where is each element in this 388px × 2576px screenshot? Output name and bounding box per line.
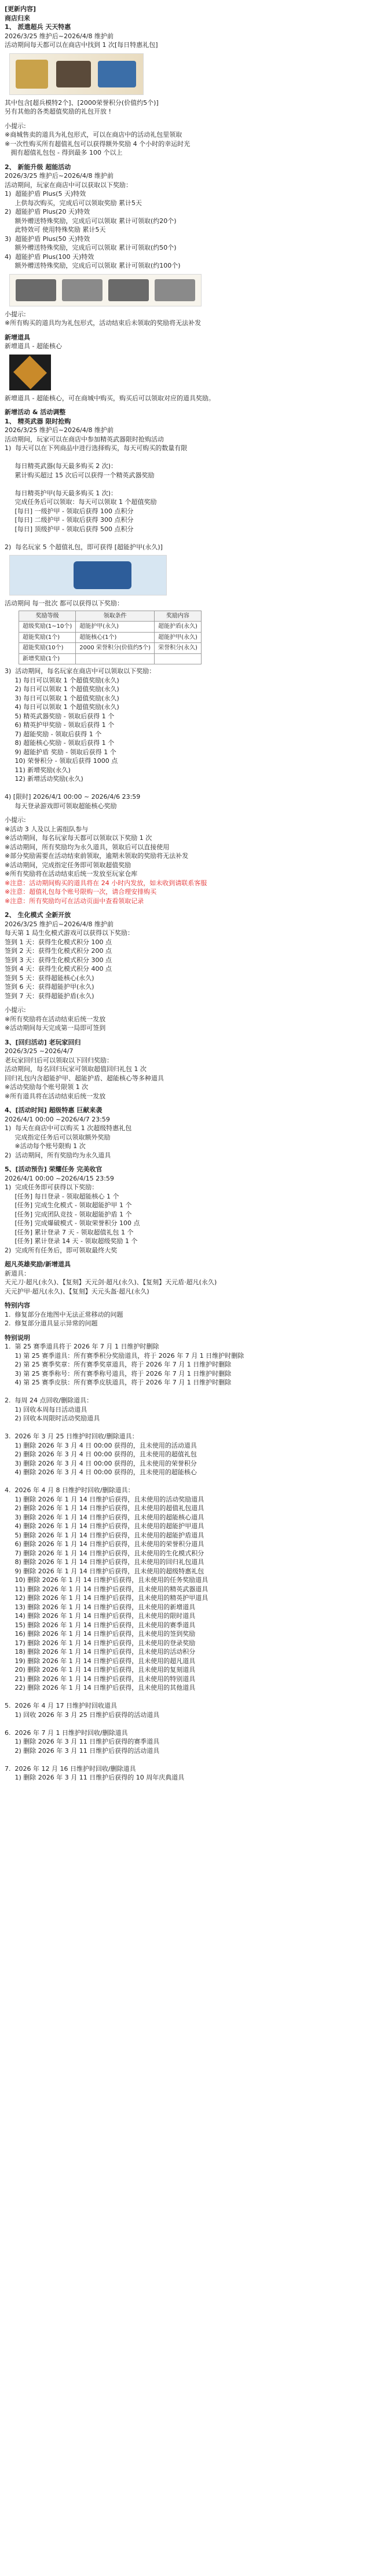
text-line: 额外赠送特殊奖励，完成后可以领取 累计可领取(约100个) [5, 262, 181, 269]
text-line: 3) 活动期间，每名玩家在商店中可以领取以下奖励： [5, 667, 156, 675]
text-line: [每日] 顶级护甲 - 领取后获得 500 点积分 [5, 525, 134, 533]
text-line: 每日精英武器(每天最多购买 2 次)： [5, 462, 118, 470]
text-line: ※活动期间，所有奖励均为永久道具，领取后可以直接使用 [5, 843, 170, 851]
text-line: 老玩家回归后可以领取以下回归奖励： [5, 1056, 113, 1064]
event-item2-after [5, 1006, 383, 1033]
text-line: ※商城售卖的道具为礼包形式，可以在商店中的活动礼包里领取 [5, 131, 182, 138]
text-line: 此特效可 使用特殊奖励 累计5天 [5, 226, 106, 233]
text-line: 1) 删除 2026 年 3 月 11 日维护后获得的赛季道具 [5, 1738, 160, 1745]
text-line: 12) 删除 2026 年 1 月 14 日维护后获得，且未使用的精英护甲道具 [5, 1594, 208, 1602]
text-line: 签到 1 天：获得生化模式积分 100 点 [5, 938, 112, 946]
text-line: 18) 删除 2026 年 1 月 14 日维护后获得，且未使用的活动积分 [5, 1648, 196, 1656]
text-line: 天元刀·超凡(永久)、【复刻】天元剑·超凡(永久)、【复刻】天元盾·超凡(永久) [5, 1278, 217, 1286]
text-line: 19) 删除 2026 年 1 月 14 日维护后获得，且未使用的超凡道具 [5, 1657, 196, 1665]
new-items-desc2: 新增道具 - 超能核心，可在商城中购买，购买后可以领取对应的道具奖励。 [5, 394, 215, 402]
event-item5-lines [5, 1174, 383, 1255]
text-line: 2026/3/25 维护后~2026/4/8 维护前 [5, 920, 114, 928]
weapon-icon [56, 61, 91, 87]
notice-title: 特别内容 [5, 1302, 30, 1309]
text-line: ※部分奖励需要在活动结束前领取，逾期未领取的奖励将无法补发 [5, 852, 189, 860]
text-line: 签到 6 天：获得超能护甲(永久) [5, 983, 94, 991]
table-row [19, 632, 202, 643]
text-line: 活动期间，玩家在商店中可以获取以下奖励： [5, 181, 132, 189]
text-line: 完成任务后可以领取：每天可以领取 1 个超值奖励 [5, 498, 157, 506]
text-line: 签到 5 天：获得超能核心(永久) [5, 974, 94, 982]
event-tips [5, 816, 383, 879]
text-line: 4. 2026 年 4 月 8 日维护时回收/删除道具： [5, 1486, 134, 1494]
shop-item1-after [5, 98, 383, 116]
text-line: 1. 修复部分在地图中无法正常移动的问题 [5, 1310, 123, 1318]
text-line: 1) 每天在商店中可以购买 1 次超级特惠礼包 [5, 1124, 132, 1132]
text-line: 额外赠送特殊奖励，完成后可以领取 累计可领取(约20个) [5, 217, 177, 225]
text-line: 3) 删除 2026 年 1 月 14 日维护后获得，且未使用的超能核心道具 [5, 1513, 204, 1521]
text-line: 6) 删除 2026 年 1 月 14 日维护后获得，且未使用的荣誉积分道具 [5, 1540, 204, 1548]
text-line: 1) 每日可以领取 1 个超值奖励(永久) [5, 676, 119, 684]
table-cell: 超级奖励(1~10个) [19, 622, 76, 633]
table-row [19, 653, 202, 664]
text-line: 4) 每日可以领取 1 个超值奖励(永久) [5, 703, 119, 711]
text-line: 7) 超能奖励 - 领取后获得 1 个 [5, 730, 102, 738]
text-line: ※活动奖励每个账号限领 1 次 [5, 1083, 89, 1091]
armor-case-icon [74, 561, 131, 589]
text-line [5, 453, 383, 462]
text-line: ※活动期间每天完成第一局即可签到 [5, 1024, 106, 1032]
text-line: 2) 每日可以领取 1 个超值奖励(永久) [5, 685, 119, 693]
text-line: 每天第 1 局生化模式游戏可以获得以下奖励： [5, 929, 134, 937]
text-line: 2) 第 25 赛季奖章：所有赛季奖章道具，将于 2026 年 7 月 1 日维护时删除 [5, 1361, 232, 1368]
text-line: [任务] 累计登录 14 天 - 领取超级奖励 1 个 [5, 1237, 138, 1245]
text-line: 2) 超能护盾 Plus(20 天)特效 [5, 208, 90, 215]
text-line: 1) 完成任务即可获得以下奖励： [5, 1183, 98, 1191]
text-line: 7) 删除 2026 年 1 月 14 日维护后获得，且未使用的生化模式积分 [5, 1549, 204, 1557]
text-line [5, 1477, 383, 1486]
text-line: 22) 删除 2026 年 1 月 14 日维护后获得，且未使用的其他道具 [5, 1684, 196, 1691]
text-line: 2) 回收本周限时活动奖励道具 [5, 1415, 100, 1422]
online-lines [5, 1269, 383, 1296]
shop-item1-title: 1、 派遣超兵 天天特惠 [5, 23, 71, 31]
text-line [5, 1693, 383, 1702]
shop-item2-title: 2、 新能升级 超能活动 [5, 163, 71, 171]
text-line: 6) 精英护甲奖励 - 领取后获得 1 个 [5, 721, 115, 729]
text-line: 2) 每名玩家 5 个超值礼包，即可获得 [超能护甲(永久)] [5, 543, 163, 551]
shop-notes [5, 130, 383, 158]
text-line: ※注意：活动期间购买的道具将在 24 小时内发放，如未收到请联系客服 [5, 879, 207, 887]
text-line: 12) 新增活动奖励(永久) [5, 775, 83, 783]
text-line: 签到 4 天：获得生化模式积分 400 点 [5, 965, 112, 973]
text-line: 新道具： [5, 1269, 30, 1277]
text-line: 活动期间每天都可以在商店中找到 1 次[每日特惠礼包] [5, 41, 158, 49]
online-title: 超凡英雄奖励/新增道具 [5, 1260, 71, 1268]
text-line: 13) 删除 2026 年 1 月 14 日维护后获得，且未使用的新增道具 [5, 1603, 196, 1611]
text-line: 1) 删除 2026 年 3 月 11 日维护后获得的 10 周年庆典道具 [5, 1774, 185, 1781]
event-item1-lines [5, 426, 383, 551]
text-line: 1) 删除 2026 年 3 月 4 日 00:00 获得的，且未使用的活动道具 [5, 1441, 197, 1449]
text-line: 签到 3 天：获得生化模式积分 300 点 [5, 956, 112, 964]
text-line: 10) 荣誉积分 - 领取后获得 1000 点 [5, 757, 118, 765]
event-table-caption: 活动期间 每一批次 都可以获得以下奖励： [5, 600, 123, 607]
removal-title: 特别说明 [5, 1333, 30, 1342]
gift-pack-banner-image [9, 53, 144, 95]
reward-table [19, 611, 202, 665]
text-line: 20) 删除 2026 年 1 月 14 日维护后获得，且未使用的复刻道具 [5, 1666, 196, 1674]
shop-item2-lines [5, 171, 383, 271]
text-line: 1) 第 25 赛季道具：所有赛季积分奖励道具，将于 2026 年 7 月 1 日维护时删除 [5, 1351, 244, 1360]
text-line: 11) 新增奖励(永久) [5, 766, 71, 774]
text-line: 签到 7 天：获得超能护盾(永久) [5, 992, 94, 1000]
text-line: 另有其他的各类超值奖励的礼包开放 ! [5, 108, 111, 115]
text-line: ※活动期间，完成指定任务即可领取超值奖励 [5, 861, 131, 869]
event-item1-after [5, 667, 383, 810]
text-line: 4) [限时] 2026/4/1 00:00 ~ 2026/4/6 23:59 [5, 793, 141, 801]
text-line: 7. 2026 年 12 月 16 日维护时回收/删除道具 [5, 1764, 136, 1773]
table-cell: 超能核心(1个) [76, 632, 155, 643]
table-cell: 荣誉积分(永久) [155, 643, 202, 654]
text-line: 2. 修复部分道具显示异常的问题 [5, 1320, 98, 1327]
text-line: 2026/3/25 维护后~2026/4/8 维护前 [5, 32, 114, 40]
text-line: 3) 每日可以领取 1 个超值奖励(永久) [5, 694, 119, 702]
text-line: 8) 删除 2026 年 1 月 14 日维护后获得，且未使用的回归礼包道具 [5, 1558, 204, 1566]
text-line: 完成指定任务后可以领取额外奖励 [5, 1133, 111, 1141]
text-line: ※活动每个账号限购 1 次 [5, 1142, 86, 1150]
shield-icon [155, 279, 195, 301]
shield-icon [16, 279, 56, 301]
text-line: [任务] 完成爆破模式 - 领取荣誉积分 100 点 [5, 1219, 140, 1227]
event-item3-title: 3、[回归活动] 老玩家回归 [5, 1038, 81, 1046]
text-line: ※所有奖励将在活动结束后统一发放至玩家仓库 [5, 870, 138, 878]
table-cell: 超能奖励(1个) [19, 632, 76, 643]
event-item5-title: 5、[活动预告] 荣耀任务 完美收官 [5, 1165, 103, 1173]
text-line: 小提示: [5, 1006, 26, 1014]
text-line: 2) 完成所有任务后，即可领取最终大奖 [5, 1246, 118, 1254]
text-line: [每日] 一级护甲 - 领取后获得 100 点积分 [5, 507, 134, 515]
text-line [5, 1755, 383, 1764]
text-line: 2026/4/1 00:00 ~2026/4/15 23:59 [5, 1174, 114, 1182]
text-line: [任务] 累计登录 7 天 - 领取超值礼包 1 个 [5, 1228, 134, 1236]
text-line: 14) 删除 2026 年 1 月 14 日维护后获得，且未使用的限时道具 [5, 1612, 196, 1620]
table-cell: 2000 荣誉积分(价值约5个) [76, 643, 155, 654]
table-header-cell: 奖励内容 [155, 611, 202, 622]
text-line: 21) 删除 2026 年 1 月 14 日维护后获得，且未使用的特别道具 [5, 1675, 196, 1683]
text-line: [每日] 二级护甲 - 领取后获得 300 点积分 [5, 516, 134, 524]
text-line: 8) 超能核心奖励 - 领取后获得 1 个 [5, 739, 115, 747]
shop-item1-lines [5, 32, 383, 50]
text-line: [任务] 完成团队竞技 - 领取超能护盾 1 个 [5, 1210, 132, 1218]
text-line: 3) 超能护盾 Plus(50 天)特效 [5, 235, 90, 243]
text-line [5, 1387, 383, 1397]
text-line: 3) 删除 2026 年 3 月 4 日 00:00 获得的，且未使用的荣誉积分 [5, 1459, 197, 1467]
event-warnings [5, 879, 383, 906]
text-line: 6. 2026 年 7 月 1 日维护时回收/删除道具 [5, 1729, 128, 1737]
text-line: 1) 每天可以在下列商品中进行选择购买，每天可购买的数量有限 [5, 444, 188, 452]
shield-bundle-image [9, 274, 202, 306]
text-line: 每天登录游戏即可领取超能核心奖励 [5, 802, 117, 810]
notice-lines [5, 1310, 383, 1328]
table-cell [76, 653, 155, 664]
text-line: 5) 删除 2026 年 1 月 14 日维护后获得，且未使用的超能护盾道具 [5, 1531, 204, 1539]
table-cell: 超能护甲(永久) [155, 632, 202, 643]
text-line: 拥有超值礼包包 - 得到最多 100 个以上 [5, 149, 123, 156]
text-line: 4) 第 25 赛季皮肤：所有赛季皮肤道具，将于 2026 年 7 月 1 日维护时删除 [5, 1379, 232, 1386]
text-line: ※注意：超值礼包每个账号限购一次，请合理安排购买 [5, 888, 157, 896]
text-line: 活动期间，玩家可以在商店中参加精英武器限时抢购活动 [5, 435, 164, 443]
text-line: 2026/3/25 ~2026/4/7 [5, 1047, 74, 1055]
text-line: 1) 超能护盾 Plus(5 天)特效 [5, 190, 86, 198]
event-item1-title: 1、 精英武器 限时抢购 [5, 417, 71, 425]
text-line: 1) 回收本周每日活动道具 [5, 1405, 87, 1413]
event-item4-title: 4、[活动时间] 超级特惠 巨献来袭 [5, 1106, 103, 1114]
event-section-title: 新增活动 & 活动调整 [5, 408, 66, 416]
text-line: 17) 删除 2026 年 1 月 14 日维护后获得，且未使用的登录奖励 [5, 1639, 196, 1647]
text-line: ※所有购买的道具均为礼包形式，活动结束后未领取的奖励将无法补发 [5, 319, 202, 327]
table-row [19, 622, 202, 633]
text-line: 3) 第 25 赛季称号：所有赛季称号道具，将于 2026 年 7 月 1 日维护时删除 [5, 1369, 232, 1377]
text-line [5, 1423, 383, 1433]
text-line [5, 784, 383, 793]
text-line: 4) 超能护盾 Plus(100 天)特效 [5, 253, 94, 261]
table-cell: 超能奖励(10个) [19, 643, 76, 654]
text-line: 小提示: [5, 816, 26, 824]
text-line: 5. 2026 年 4 月 17 日维护时回收道具 [5, 1702, 117, 1709]
text-line: ※活动期间，每名玩家每天都可以领取以下奖励 1 次 [5, 834, 152, 842]
table-cell: 超能护甲(永久) [76, 622, 155, 633]
text-line: 2) 删除 2026 年 1 月 14 日维护后获得，且未使用的超值礼包道具 [5, 1504, 204, 1512]
table-cell: 超能护盾(永久) [155, 622, 202, 633]
text-line: 4) 删除 2026 年 1 月 14 日维护后获得，且未使用的超能护甲道具 [5, 1522, 204, 1530]
table-header-cell: 领取条件 [76, 611, 155, 622]
text-line: 2) 活动期间，所有奖励均为永久道具 [5, 1151, 111, 1159]
text-line: 11) 删除 2026 年 1 月 14 日维护后获得，且未使用的精英武器道具 [5, 1585, 208, 1593]
text-line: [任务] 每日登录 - 领取超能核心 1 个 [5, 1192, 119, 1200]
shield-icon [108, 279, 149, 301]
text-line [5, 1719, 383, 1729]
text-line: 其中包含[超兵模特2个]、[2000荣誉积分(价值约5个)] [5, 98, 159, 107]
text-line: 2) 删除 2026 年 3 月 4 日 00:00 获得的，且未使用的超值礼包 [5, 1450, 197, 1458]
reward-icon [98, 61, 136, 87]
removal-lines [5, 1342, 383, 1782]
new-items-title: 新增道具 [5, 333, 30, 341]
text-line [5, 480, 383, 489]
event-item2-title: 2、 生化模式 全新开放 [5, 911, 71, 919]
text-line: 活动期间，每名回归玩家可领取超值回归礼包 1 次 [5, 1065, 147, 1073]
table-row [19, 643, 202, 654]
text-line: 2) 删除 2026 年 3 月 11 日维护后获得的活动道具 [5, 1746, 160, 1755]
text-line: ※活动 3 人及以上需组队参与 [5, 825, 89, 833]
text-line: 累计购买超过 15 次后可以获得一个精英武器奖励 [5, 471, 155, 479]
text-line: [任务] 完成生化模式 - 领取超能护甲 1 个 [5, 1201, 132, 1209]
text-line: 5) 精英武器奖励 - 领取后获得 1 个 [5, 712, 115, 720]
text-line: 10) 删除 2026 年 1 月 14 日维护后获得，且未使用的任务奖励道具 [5, 1576, 208, 1584]
core-icon [13, 356, 47, 389]
text-line: 15) 删除 2026 年 1 月 14 日维护后获得，且未使用的赛季道具 [5, 1621, 196, 1629]
text-line: 9) 超能护盾 奖励 - 领取后获得 1 个 [5, 748, 116, 756]
text-line: 小提示: [5, 310, 26, 318]
text-line: ※所有奖励将在活动结束后统一发放 [5, 1015, 106, 1023]
new-items-desc1: 新增道具 - 超能核心 [5, 342, 62, 350]
gift-box-icon [16, 60, 48, 89]
event-item2-lines [5, 920, 383, 1001]
text-line: ※注意：所有奖励均可在活动页面中查看领取记录 [5, 897, 144, 905]
shop-note-title: 小提示: [5, 122, 26, 130]
armor-case-image [9, 555, 167, 595]
text-line: 3. 2026 年 3 月 25 日维护时回收/删除道具： [5, 1433, 138, 1440]
text-line: 回归礼包内含超能护甲、超能护盾、超能核心等多种道具 [5, 1074, 164, 1082]
text-line: 9) 删除 2026 年 1 月 14 日维护后获得，且未使用的超级特惠礼包 [5, 1567, 204, 1575]
table-cell [155, 653, 202, 664]
text-line: 2026/4/1 00:00 ~2026/4/7 23:59 [5, 1115, 110, 1123]
text-line: 2026/3/25 维护后~2026/4/8 维护前 [5, 172, 114, 180]
document-title: [更新内容] [5, 5, 36, 13]
text-line: 1) 删除 2026 年 1 月 14 日维护后获得，且未使用的活动奖励道具 [5, 1495, 204, 1503]
text-line: 2. 每周 24 点回收/删除道具： [5, 1397, 93, 1404]
text-line: 16) 删除 2026 年 1 月 14 日维护后获得，且未使用的签到奖励 [5, 1630, 196, 1638]
text-line: 1. 第 25 赛季道具将于 2026 年 7 月 1 日维护时删除 [5, 1343, 159, 1350]
core-item-image [9, 355, 51, 390]
text-line: 每日精英护甲(每天最多购买 1 次)： [5, 489, 118, 497]
table-header-cell: 奖励等级 [19, 611, 76, 622]
text-line: 上供每次购买，完成后可以领取奖励 累计5天 [5, 199, 142, 207]
text-line: 额外赠送特殊奖励，完成后可以领取 累计可领取(约50个) [5, 244, 177, 251]
shield-icon [62, 279, 103, 301]
text-line: 签到 2 天：获得生化模式积分 200 点 [5, 947, 112, 955]
text-line: 1) 回收 2026 年 3 月 25 日维护后获得的活动道具 [5, 1711, 160, 1719]
section-shop-title: 商店归来 [5, 14, 30, 22]
event-item4-lines [5, 1115, 383, 1160]
text-line [5, 534, 383, 543]
shop-item2-after [5, 310, 383, 328]
table-cell: 新增奖励(1个) [19, 653, 76, 664]
text-line: 天元护甲·超凡(永久)、【复刻】天元头盔·超凡(永久) [5, 1287, 149, 1295]
event-item3-lines [5, 1047, 383, 1101]
text-line: ※一次性购买所有超值礼包可以获得额外奖励 4 个小时的幸运时光 [5, 140, 191, 148]
text-line: 4) 删除 2026 年 3 月 4 日 00:00 获得的，且未使用的超能核心 [5, 1468, 197, 1476]
text-line: ※所有道具将在活动结束后统一发放 [5, 1092, 106, 1100]
text-line: 2026/3/25 维护后~2026/4/8 维护前 [5, 426, 114, 434]
